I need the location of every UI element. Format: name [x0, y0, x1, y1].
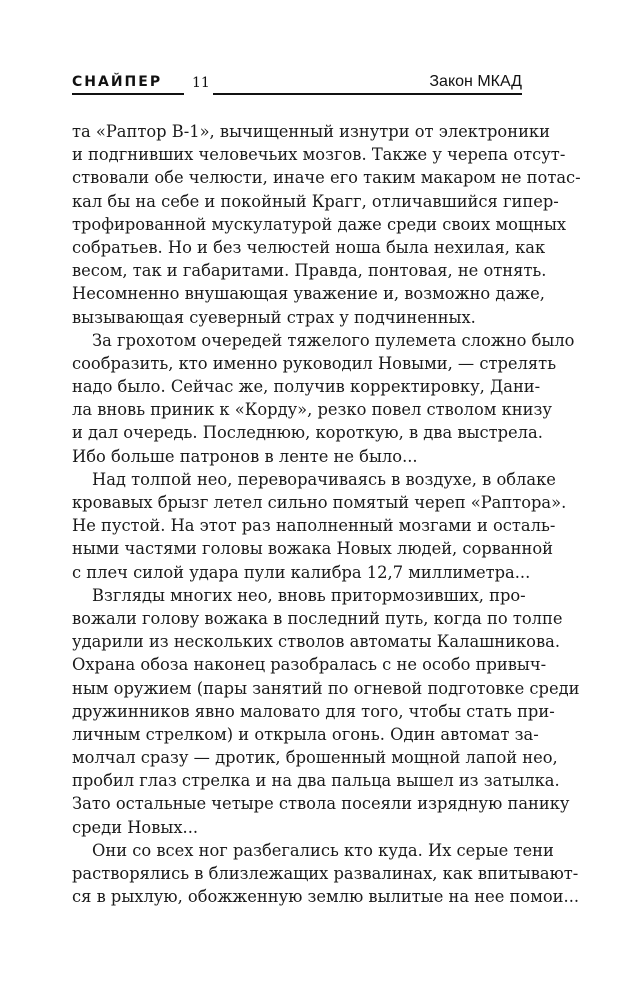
text-line: весом, так и габаритами. Правда, понтовая, не отнять. — [72, 261, 547, 281]
text-line: кровавых брызг летел сильно помятый череп «Раптора». — [72, 493, 567, 512]
text-line: кал бы на себе и покойный Крагг, отличавшийся гипер- — [72, 191, 559, 211]
text-line: Не пустой. На этот раз наполненный мозгами и осталь- — [72, 516, 556, 536]
text-line: ла вновь приник к «Корду», резко повел стволом книзу — [72, 400, 552, 420]
text-line: ударили из нескольких стволов автоматы Калашникова. — [72, 632, 561, 652]
text-line: вызывающая суеверный страх у подчиненных. — [72, 307, 476, 327]
text-line: ными частями головы вожака Новых людей, сорванной — [72, 539, 553, 559]
text-line: Ибо больше патронов в ленте не было... — [72, 446, 418, 466]
text-line: пробил глаз стрелка и на два пальца вышел из затылка. — [72, 771, 560, 791]
text-line: ся в рыхлую, обожженную землю вылитые на нее помои... — [72, 887, 580, 907]
text-line: сообразить, кто именно руководил Новыми, — стрелять — [72, 353, 557, 373]
paragraph — [72, 120, 581, 329]
paragraph — [72, 839, 580, 909]
text-line: ным оружием (пары занятий по огневой подготовке среди — [72, 678, 580, 698]
text-line: та «Раптор В-1», вычищенный изнутри от электроники — [72, 122, 550, 141]
page-number: 11 — [192, 75, 210, 91]
body-text — [72, 120, 581, 908]
text-line: Зато остальные четыре ствола посеяли изрядную панику — [72, 794, 570, 814]
text-line: и подгнивших человечьих мозгов. Также у черепа отсут- — [72, 145, 566, 165]
text-line: вожали голову вожака в последний путь, когда по толпе — [72, 608, 563, 628]
header-rule-right — [213, 93, 522, 95]
text-line: ствовали обе челюсти, иначе его таким макаром не потас- — [72, 168, 581, 188]
paragraph — [72, 584, 580, 839]
text-line: Охрана обоза наконец разобралась с не особо привыч- — [72, 655, 547, 675]
text-line: собратьев. Но и без челюстей ноша была нехилая, как — [72, 237, 546, 257]
text-line: личным стрелком) и открыла огонь. Один автомат за- — [72, 724, 539, 744]
text-line: трофированной мускулатурой даже среди своих мощных — [72, 214, 567, 234]
text-line: Несомненно внушающая уважение и, возможно даже, — [72, 284, 545, 304]
text-line: Они со всех ног разбегались кто куда. Их серые тени — [92, 840, 554, 860]
text-line: молчал сразу — дротик, брошенный мощной лапой нео, — [72, 748, 558, 768]
text-line: растворялись в близлежащих развалинах, как впитывают- — [72, 864, 579, 883]
paragraph — [72, 329, 575, 468]
book-title: Закон МКАД — [429, 73, 522, 90]
text-line: Над толпой нео, переворачиваясь в воздухе, в облаке — [92, 469, 556, 489]
series-title: СНАЙПЕР — [72, 74, 163, 90]
running-header — [72, 72, 522, 98]
header-rule-left — [72, 93, 184, 95]
text-line: и дал очередь. Последнюю, короткую, в два выстрела. — [72, 423, 543, 443]
paragraph — [72, 468, 567, 584]
text-line: дружинников явно маловато для того, чтобы стать при- — [72, 701, 555, 721]
text-line: За грохотом очередей тяжелого пулемета сложно было — [92, 330, 575, 350]
text-line: надо было. Сейчас же, получив корректировку, Дани- — [72, 377, 541, 397]
text-line: среди Новых... — [72, 817, 199, 837]
text-line: с плеч силой удара пули калибра 12,7 миллиметра... — [72, 562, 531, 582]
text-line: Взгляды многих нео, вновь притормозивших, про- — [92, 585, 526, 605]
